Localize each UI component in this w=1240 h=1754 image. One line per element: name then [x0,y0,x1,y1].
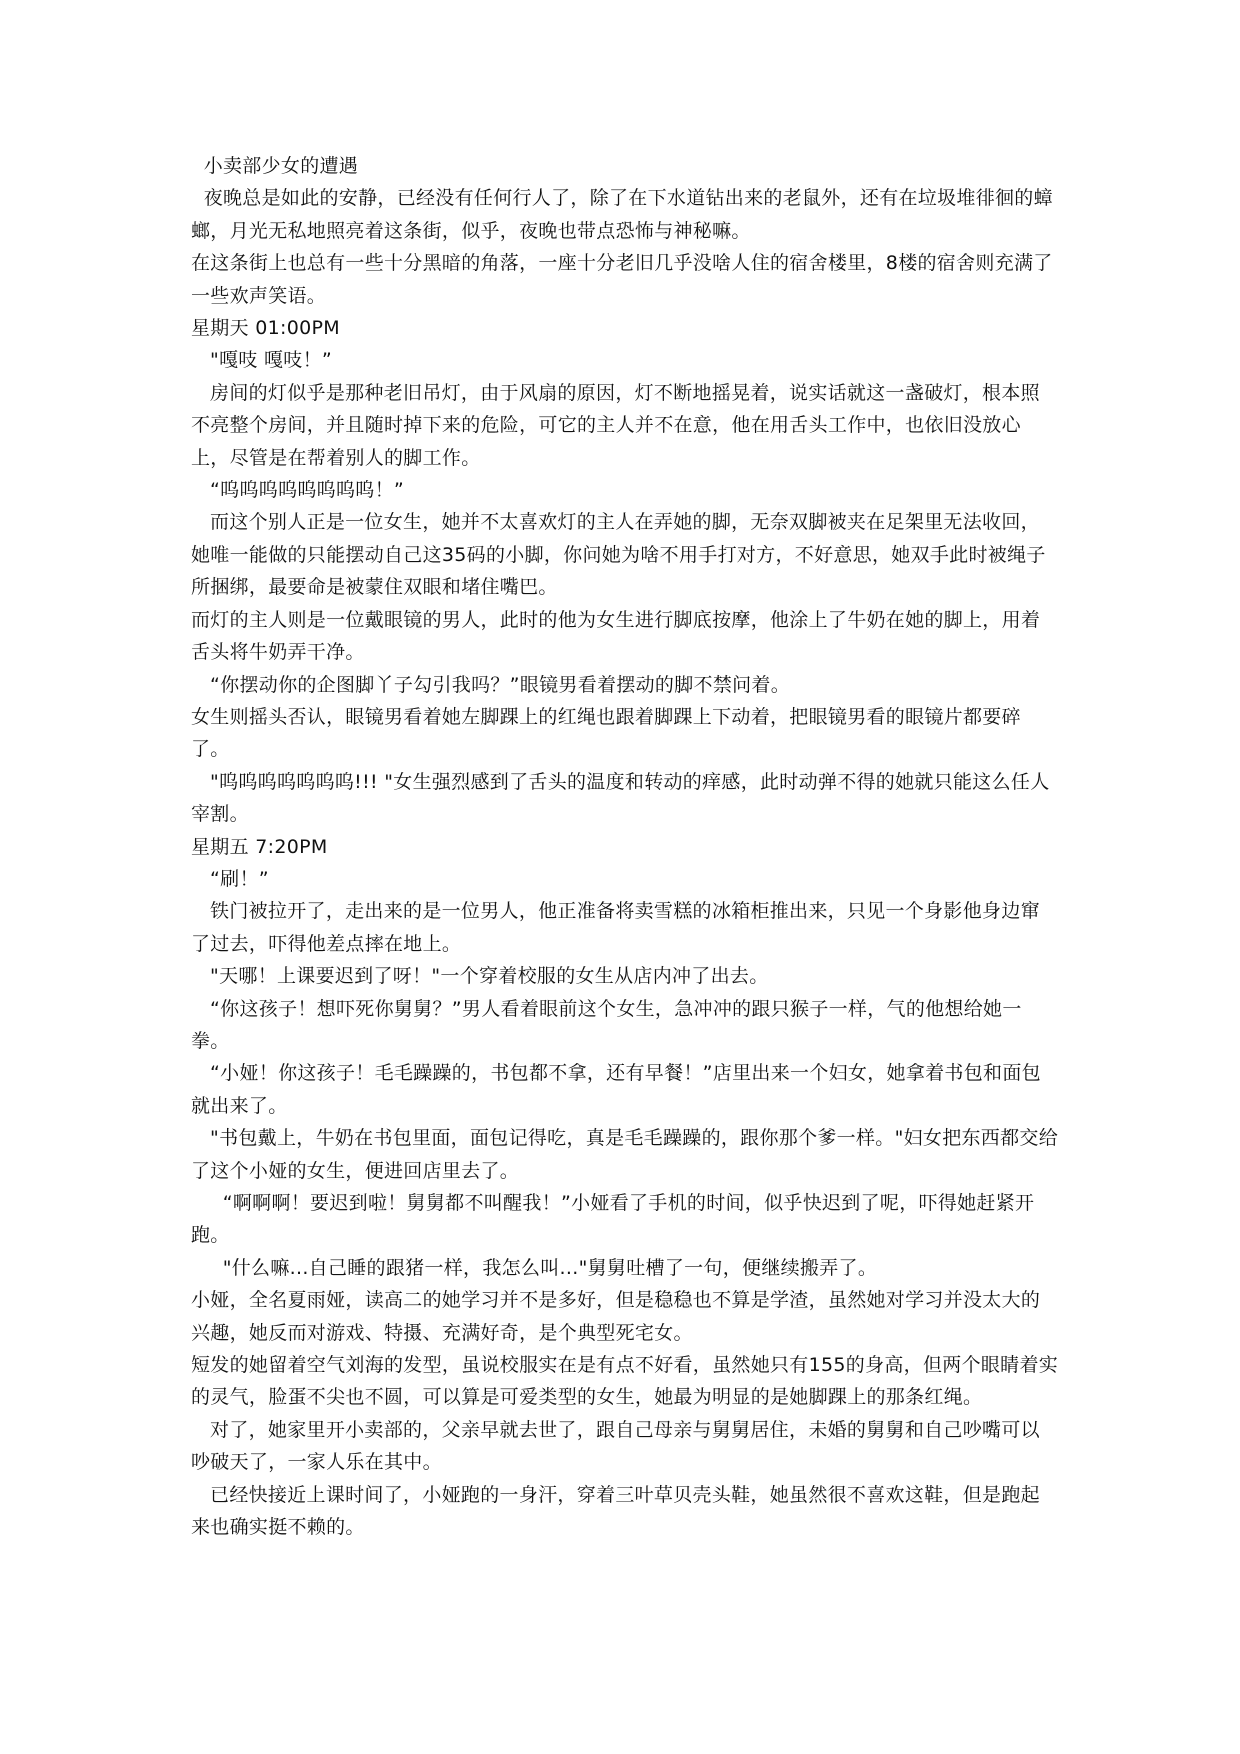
story-title: 小卖部少女的遭遇 [191,155,359,177]
paragraph: 而灯的主人则是一位戴眼镜的男人，此时的他为女生进行脚底按摩，他涂上了牛奶在她的脚上，用着舌头将牛奶弄干净。 [191,608,1041,664]
paragraph: “呜呜呜呜呜呜呜呜！” [191,479,405,502]
paragraph: "嘎吱 嘎吱！” [191,349,333,372]
paragraph: “你摆动你的企图脚丫子勾引我吗？”眼镜男看着摆动的脚不禁问着。 [191,673,791,696]
paragraph: "什么嘛...自己睡的跟猪一样，我怎么叫..."舅舅吐槽了一句，便继续搬弄了。 [191,1256,878,1279]
paragraph: “刷！” [191,867,269,890]
time-heading: 星期天 01:00PM [191,317,340,340]
paragraph: 已经快接近上课时间了，小娅跑的一身汗，穿着三叶草贝壳头鞋，她虽然很不喜欢这鞋，但是跑起来也确实挺不赖的。 [191,1483,1040,1539]
paragraph: “你这孩子！想吓死你舅舅？”男人看着眼前这个女生，急冲冲的跟只猴子一样，气的他想给她一拳。 [191,997,1022,1052]
paragraph: 在这条街上也总有一些十分黑暗的角落，一座十分老旧几乎没啥人住的宿舍楼里，8楼的宿舍则充满了一些欢声笑语。 [191,252,1053,307]
paragraph: “小娅！你这孩子！毛毛躁躁的，书包都不拿，还有早餐！”店里出来一个妇女，她拿着书包和面包就出来了。 [191,1062,1041,1117]
paragraph: 小娅，全名夏雨娅，读高二的她学习并不是多好，但是稳稳也不算是学渣，虽然她对学习并没太大的兴趣，她反而对游戏、特摄、充满好奇，是个典型死宅女。 [191,1289,1041,1344]
paragraph: 而这个别人正是一位女生，她并不太喜欢灯的主人在弄她的脚，无奈双脚被夹在足架里无法收回，她唯一能做的只能摆动自己这35码的小脚，你问她为啥不用手打对方，不好意思，她双手此时被绳子所捆绑，最要命是被蒙住双眼和堵住嘴巴。 [191,511,1046,599]
paragraph: 房间的灯似乎是那种老旧吊灯，由于风扇的原因，灯不断地摇晃着，说实话就这一盏破灯，根本照不亮整个房间，并且随时掉下来的危险，可它的主人并不在意，他在用舌头工作中，也依旧没放心上，尽管是在帮着别人的脚工作。 [191,381,1040,469]
paragraph: 女生则摇头否认，眼镜男看着她左脚踝上的红绳也跟着脚踝上下动着，把眼镜男看的眼镜片都要碎了。 [191,705,1021,761]
paragraph: "呜呜呜呜呜呜呜!!! "女生强烈感到了舌头的温度和转动的痒感，此时动弹不得的她就只能这么任人宰割。 [191,770,1050,826]
time-heading: 星期五 7:20PM [191,835,328,858]
paragraph: “啊啊啊！要迟到啦！舅舅都不叫醒我！”小娅看了手机的时间，似乎快迟到了呢，吓得她赶紧开跑。 [191,1192,1035,1247]
document-body [191,150,1059,1543]
paragraph: 短发的她留着空气刘海的发型，虽说校服实在是有点不好看，虽然她只有155的身高，但两个眼睛着实的灵气，脸蛋不尖也不圆，可以算是可爱类型的女生，她最为明显的是她脚踝上的那条红绳。 [191,1354,1059,1409]
paragraph: 对了，她家里开小卖部的，父亲早就去世了，跟自己母亲与舅舅居住，未婚的舅舅和自己吵嘴可以吵破天了，一家人乐在其中。 [191,1418,1040,1474]
paragraph: 夜晚总是如此的安静，已经没有任何行人了，除了在下水道钻出来的老鼠外，还有在垃圾堆徘徊的蟑螂，月光无私地照亮着这条街，似乎，夜晚也带点恐怖与神秘嘛。 [191,187,1053,242]
paragraph: "天哪！上课要迟到了呀！"一个穿着校服的女生从店内冲了出去。 [191,965,769,988]
paragraph: "书包戴上，牛奶在书包里面，面包记得吃，真是毛毛躁躁的，跟你那个爹一样。"妇女把东西都交给了这个小娅的女生，便进回店里去了。 [191,1127,1059,1182]
paragraph: 铁门被拉开了，走出来的是一位男人，他正准备将卖雪糕的冰箱柜推出来，只见一个身影他身边窜了过去，吓得他差点摔在地上。 [191,900,1040,955]
